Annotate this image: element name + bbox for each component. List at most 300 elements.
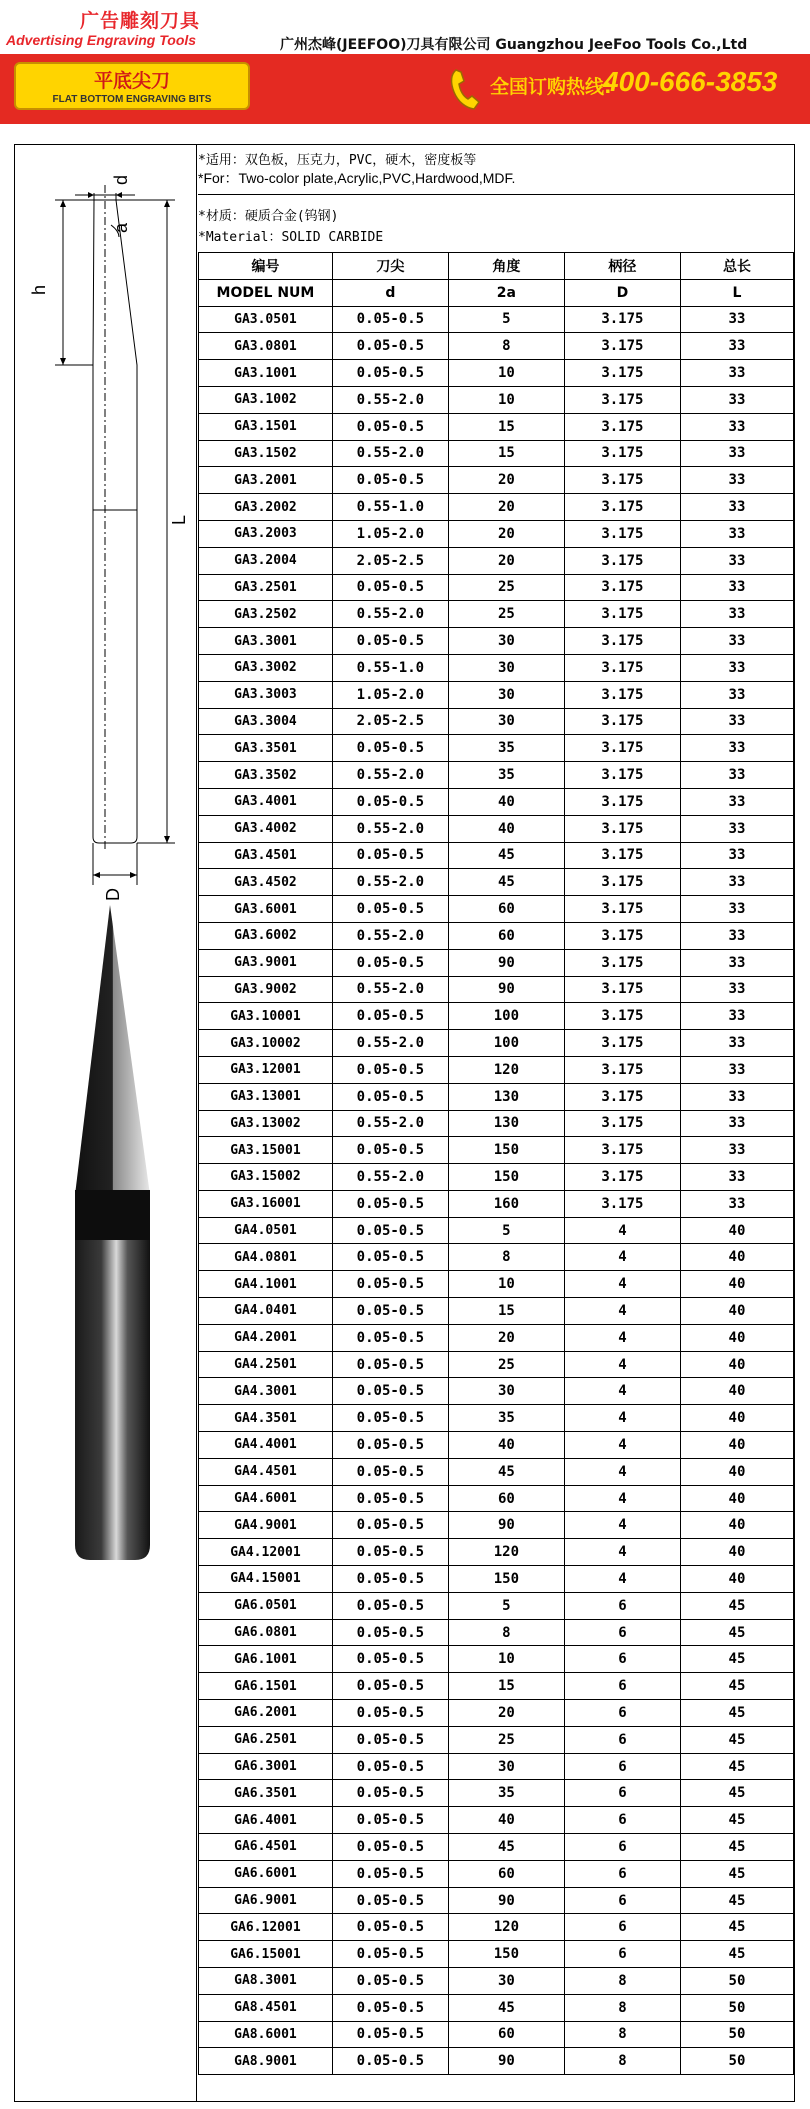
cell-length: 40	[680, 1378, 793, 1405]
cell-length: 40	[680, 1432, 793, 1459]
cell-tip: 0.05-0.5	[332, 1780, 448, 1807]
table-row	[199, 1700, 794, 1727]
table-row	[199, 842, 794, 869]
cell-tip: 0.05-0.5	[332, 1619, 448, 1646]
table-row	[199, 1539, 794, 1566]
cell-model: GA3.15002	[199, 1164, 333, 1191]
cell-length: 45	[680, 1619, 793, 1646]
table-row	[199, 762, 794, 789]
dim-label-L: L	[169, 514, 189, 525]
cell-angle: 30	[448, 1968, 564, 1995]
cell-model: GA3.6002	[199, 922, 333, 949]
cell-tip: 0.05-0.5	[332, 1566, 448, 1593]
table-row	[199, 1673, 794, 1700]
cell-angle: 5	[448, 306, 564, 333]
table-row	[199, 1056, 794, 1083]
cell-shank: 3.175	[564, 762, 680, 789]
cell-model: GA4.4501	[199, 1458, 333, 1485]
cell-angle: 15	[448, 440, 564, 467]
usage-cn: *适用：双色板，压克力，PVC，硬木，密度板等	[198, 153, 477, 168]
table-row	[199, 1834, 794, 1861]
table-row	[199, 922, 794, 949]
cell-length: 45	[680, 1834, 793, 1861]
cell-angle: 130	[448, 1110, 564, 1137]
cell-angle: 90	[448, 2048, 564, 2075]
cell-tip: 0.05-0.5	[332, 467, 448, 494]
cell-model: GA3.15001	[199, 1137, 333, 1164]
cell-shank: 4	[564, 1217, 680, 1244]
cell-tip: 0.05-0.5	[332, 1968, 448, 1995]
table-row	[199, 1271, 794, 1298]
cell-length: 40	[680, 1244, 793, 1271]
cell-angle: 60	[448, 1485, 564, 1512]
cell-length: 45	[680, 1726, 793, 1753]
cell-angle: 30	[448, 628, 564, 655]
dim-label-d: d	[111, 174, 131, 185]
cell-length: 33	[680, 333, 793, 360]
cell-model: GA6.1001	[199, 1646, 333, 1673]
cell-angle: 60	[448, 2021, 564, 2048]
side-panel	[15, 145, 197, 2101]
cell-model: GA4.2001	[199, 1324, 333, 1351]
cell-length: 33	[680, 386, 793, 413]
table-row	[199, 601, 794, 628]
material-en: *Material：SOLID CARBIDE	[198, 230, 384, 245]
cell-tip: 0.05-0.5	[332, 1432, 448, 1459]
cell-length: 33	[680, 762, 793, 789]
cell-length: 45	[680, 1887, 793, 1914]
cell-model: GA3.2002	[199, 494, 333, 521]
cell-tip: 0.55-2.0	[332, 869, 448, 896]
cell-length: 40	[680, 1566, 793, 1593]
table-row	[199, 1914, 794, 1941]
cell-tip: 0.05-0.5	[332, 2021, 448, 2048]
cell-tip: 0.05-0.5	[332, 413, 448, 440]
cell-length: 45	[680, 1780, 793, 1807]
table-row	[199, 1619, 794, 1646]
cell-shank: 8	[564, 2048, 680, 2075]
cell-shank: 3.175	[564, 467, 680, 494]
cell-shank: 3.175	[564, 628, 680, 655]
table-row	[199, 1726, 794, 1753]
cell-tip: 0.05-0.5	[332, 1405, 448, 1432]
table-row	[199, 547, 794, 574]
cell-angle: 45	[448, 869, 564, 896]
table-row	[199, 1646, 794, 1673]
cell-length: 50	[680, 2048, 793, 2075]
cell-length: 33	[680, 1056, 793, 1083]
cell-angle: 30	[448, 708, 564, 735]
cell-shank: 3.175	[564, 654, 680, 681]
cell-tip: 0.05-0.5	[332, 1056, 448, 1083]
table-row	[199, 360, 794, 387]
cell-shank: 3.175	[564, 547, 680, 574]
cell-tip: 0.05-0.5	[332, 842, 448, 869]
table-row	[199, 869, 794, 896]
cell-angle: 90	[448, 1887, 564, 1914]
cell-model: GA3.9002	[199, 976, 333, 1003]
cell-model: GA3.1502	[199, 440, 333, 467]
cell-length: 45	[680, 1807, 793, 1834]
header-length-cn: 总长	[680, 253, 793, 280]
cell-model: GA3.3003	[199, 681, 333, 708]
cell-shank: 3.175	[564, 1137, 680, 1164]
cell-model: GA8.3001	[199, 1968, 333, 1995]
cell-tip: 0.05-0.5	[332, 896, 448, 923]
cell-tip: 0.55-2.0	[332, 601, 448, 628]
cell-shank: 3.175	[564, 708, 680, 735]
cell-shank: 3.175	[564, 681, 680, 708]
cell-shank: 3.175	[564, 306, 680, 333]
cell-angle: 30	[448, 1753, 564, 1780]
cell-length: 33	[680, 842, 793, 869]
cell-tip: 0.05-0.5	[332, 788, 448, 815]
cell-length: 50	[680, 1968, 793, 1995]
cell-tip: 0.05-0.5	[332, 1673, 448, 1700]
cell-length: 45	[680, 1753, 793, 1780]
cell-length: 40	[680, 1458, 793, 1485]
cell-length: 33	[680, 306, 793, 333]
header-row-en	[199, 279, 794, 306]
cell-shank: 4	[564, 1378, 680, 1405]
material-cn: *材质：硬质合金(钨钢)	[198, 209, 339, 224]
cell-angle: 150	[448, 1941, 564, 1968]
table-row	[199, 574, 794, 601]
cell-tip: 1.05-2.0	[332, 520, 448, 547]
cell-length: 40	[680, 1324, 793, 1351]
cell-shank: 6	[564, 1646, 680, 1673]
table-row	[199, 1298, 794, 1325]
cell-model: GA3.3004	[199, 708, 333, 735]
cell-tip: 2.05-2.5	[332, 708, 448, 735]
cell-angle: 150	[448, 1566, 564, 1593]
usage-en: *For：Two-color plate,Acrylic,PVC,Hardwood,MDF.	[198, 170, 516, 186]
cell-length: 40	[680, 1298, 793, 1325]
cell-length: 33	[680, 815, 793, 842]
cell-length: 45	[680, 1646, 793, 1673]
cell-shank: 4	[564, 1512, 680, 1539]
cell-angle: 30	[448, 654, 564, 681]
table-row	[199, 1887, 794, 1914]
table-row	[199, 1941, 794, 1968]
cell-shank: 8	[564, 2021, 680, 2048]
cell-tip: 0.05-0.5	[332, 1860, 448, 1887]
cell-tip: 0.05-0.5	[332, 949, 448, 976]
cell-length: 45	[680, 1700, 793, 1727]
header-angle-cn: 角度	[448, 253, 564, 280]
cell-angle: 25	[448, 1726, 564, 1753]
cell-angle: 45	[448, 1458, 564, 1485]
cell-length: 40	[680, 1539, 793, 1566]
cell-model: GA6.3501	[199, 1780, 333, 1807]
cell-tip: 0.05-0.5	[332, 1994, 448, 2021]
cell-tip: 0.05-0.5	[332, 1512, 448, 1539]
cell-angle: 120	[448, 1056, 564, 1083]
cell-angle: 5	[448, 1592, 564, 1619]
table-row	[199, 1244, 794, 1271]
table-row	[199, 520, 794, 547]
cell-model: GA3.4502	[199, 869, 333, 896]
cell-shank: 4	[564, 1458, 680, 1485]
dim-label-h: h	[29, 284, 49, 295]
cell-model: GA4.0801	[199, 1244, 333, 1271]
brand-name-cn: 广告雕刻刀具	[80, 10, 201, 32]
table-row	[199, 1994, 794, 2021]
cell-angle: 25	[448, 1351, 564, 1378]
cell-angle: 30	[448, 1378, 564, 1405]
cell-shank: 6	[564, 1726, 680, 1753]
cell-model: GA3.9001	[199, 949, 333, 976]
cell-model: GA4.4001	[199, 1432, 333, 1459]
cell-angle: 40	[448, 815, 564, 842]
cell-shank: 6	[564, 1887, 680, 1914]
cell-tip: 0.05-0.5	[332, 1941, 448, 1968]
cell-angle: 160	[448, 1190, 564, 1217]
cell-model: GA4.12001	[199, 1539, 333, 1566]
cell-shank: 3.175	[564, 735, 680, 762]
cell-shank: 6	[564, 1914, 680, 1941]
cell-model: GA4.1001	[199, 1271, 333, 1298]
cell-shank: 4	[564, 1244, 680, 1271]
company-name: 广州杰峰(JEEFOO)刀具有限公司 Guangzhou JeeFoo Tools Co.,Ltd	[280, 37, 748, 53]
cell-shank: 3.175	[564, 976, 680, 1003]
cell-length: 33	[680, 440, 793, 467]
cell-model: GA3.0801	[199, 333, 333, 360]
cell-tip: 0.05-0.5	[332, 1458, 448, 1485]
cell-angle: 8	[448, 333, 564, 360]
cell-length: 40	[680, 1271, 793, 1298]
cell-shank: 6	[564, 1780, 680, 1807]
cell-tip: 0.05-0.5	[332, 1271, 448, 1298]
cell-shank: 4	[564, 1405, 680, 1432]
cell-shank: 3.175	[564, 842, 680, 869]
cell-angle: 25	[448, 574, 564, 601]
cell-length: 33	[680, 922, 793, 949]
table-row	[199, 1780, 794, 1807]
cell-model: GA6.0801	[199, 1619, 333, 1646]
spec-table	[198, 252, 794, 2075]
cell-angle: 8	[448, 1244, 564, 1271]
cell-length: 33	[680, 494, 793, 521]
cell-length: 33	[680, 574, 793, 601]
cell-tip: 0.55-1.0	[332, 494, 448, 521]
cell-model: GA3.2502	[199, 601, 333, 628]
cell-angle: 35	[448, 735, 564, 762]
cell-shank: 6	[564, 1860, 680, 1887]
cell-model: GA6.6001	[199, 1860, 333, 1887]
table-row	[199, 1324, 794, 1351]
cell-angle: 30	[448, 681, 564, 708]
cell-tip: 0.05-0.5	[332, 1351, 448, 1378]
hotline-number: 400-666-3853	[603, 66, 778, 97]
cell-shank: 4	[564, 1351, 680, 1378]
cell-angle: 35	[448, 762, 564, 789]
cell-angle: 100	[448, 1003, 564, 1030]
table-row	[199, 1807, 794, 1834]
header-banner	[0, 54, 810, 124]
cell-tip: 0.05-0.5	[332, 1592, 448, 1619]
cell-tip: 0.05-0.5	[332, 1485, 448, 1512]
cell-model: GA6.4501	[199, 1834, 333, 1861]
cell-angle: 45	[448, 1994, 564, 2021]
cell-length: 50	[680, 2021, 793, 2048]
cell-tip: 0.05-0.5	[332, 1726, 448, 1753]
cell-angle: 15	[448, 413, 564, 440]
cell-shank: 3.175	[564, 869, 680, 896]
cell-tip: 0.05-0.5	[332, 1324, 448, 1351]
table-row	[199, 1512, 794, 1539]
cell-model: GA6.2001	[199, 1700, 333, 1727]
header-length-en: L	[680, 279, 793, 306]
cell-angle: 60	[448, 896, 564, 923]
cell-angle: 20	[448, 467, 564, 494]
cell-angle: 100	[448, 1030, 564, 1057]
cell-shank: 3.175	[564, 1190, 680, 1217]
cell-length: 33	[680, 1003, 793, 1030]
table-row	[199, 654, 794, 681]
cell-shank: 4	[564, 1298, 680, 1325]
cell-tip: 0.55-2.0	[332, 440, 448, 467]
cell-tip: 0.55-1.0	[332, 654, 448, 681]
cell-length: 33	[680, 1190, 793, 1217]
cell-angle: 45	[448, 842, 564, 869]
cell-shank: 3.175	[564, 440, 680, 467]
cell-length: 33	[680, 1030, 793, 1057]
cell-shank: 4	[564, 1271, 680, 1298]
cell-tip: 0.05-0.5	[332, 333, 448, 360]
cell-angle: 35	[448, 1405, 564, 1432]
cell-length: 33	[680, 628, 793, 655]
cell-model: GA3.2001	[199, 467, 333, 494]
table-row	[199, 949, 794, 976]
table-row	[199, 413, 794, 440]
cell-angle: 60	[448, 922, 564, 949]
cell-model: GA8.4501	[199, 1994, 333, 2021]
cell-length: 40	[680, 1351, 793, 1378]
table-row	[199, 681, 794, 708]
cell-shank: 3.175	[564, 520, 680, 547]
cell-tip: 0.55-2.0	[332, 1164, 448, 1191]
table-row	[199, 976, 794, 1003]
cell-model: GA3.3501	[199, 735, 333, 762]
cell-angle: 35	[448, 1780, 564, 1807]
cell-shank: 6	[564, 1753, 680, 1780]
cell-tip: 0.05-0.5	[332, 360, 448, 387]
cell-length: 50	[680, 1994, 793, 2021]
table-row	[199, 1030, 794, 1057]
cell-model: GA6.15001	[199, 1941, 333, 1968]
cell-shank: 4	[564, 1485, 680, 1512]
header-model-cn: 编号	[199, 253, 333, 280]
cell-shank: 3.175	[564, 1083, 680, 1110]
table-row	[199, 815, 794, 842]
header-row-cn	[199, 253, 794, 280]
cell-model: GA4.6001	[199, 1485, 333, 1512]
cell-shank: 3.175	[564, 494, 680, 521]
cell-angle: 150	[448, 1164, 564, 1191]
table-row	[199, 1137, 794, 1164]
cell-angle: 90	[448, 949, 564, 976]
cell-shank: 3.175	[564, 788, 680, 815]
table-row	[199, 1432, 794, 1459]
cell-tip: 0.05-0.5	[332, 1003, 448, 1030]
cell-model: GA3.3002	[199, 654, 333, 681]
cell-shank: 4	[564, 1324, 680, 1351]
hotline-label: 全国订购热线:	[490, 76, 612, 98]
table-row	[199, 467, 794, 494]
cell-model: GA3.10001	[199, 1003, 333, 1030]
cell-shank: 4	[564, 1566, 680, 1593]
table-row	[199, 1083, 794, 1110]
cell-tip: 0.05-0.5	[332, 1834, 448, 1861]
phone-icon	[448, 66, 486, 112]
header-model-en: MODEL NUM	[199, 279, 333, 306]
cell-tip: 0.55-2.0	[332, 762, 448, 789]
cell-model: GA8.6001	[199, 2021, 333, 2048]
cell-length: 45	[680, 1914, 793, 1941]
cell-tip: 0.05-0.5	[332, 306, 448, 333]
cell-model: GA3.10002	[199, 1030, 333, 1057]
table-row	[199, 386, 794, 413]
cell-tip: 0.05-0.5	[332, 1646, 448, 1673]
cell-tip: 0.55-2.0	[332, 976, 448, 1003]
cell-length: 40	[680, 1485, 793, 1512]
cell-model: GA6.1501	[199, 1673, 333, 1700]
cell-model: GA8.9001	[199, 2048, 333, 2075]
cell-shank: 3.175	[564, 1164, 680, 1191]
cell-length: 33	[680, 869, 793, 896]
cell-angle: 20	[448, 520, 564, 547]
cell-length: 33	[680, 949, 793, 976]
cell-shank: 6	[564, 1807, 680, 1834]
table-row	[199, 2021, 794, 2048]
cell-tip: 0.05-0.5	[332, 1244, 448, 1271]
cell-length: 33	[680, 601, 793, 628]
cell-shank: 3.175	[564, 1056, 680, 1083]
cell-model: GA3.13002	[199, 1110, 333, 1137]
cell-length: 33	[680, 360, 793, 387]
cell-model: GA4.9001	[199, 1512, 333, 1539]
cell-shank: 3.175	[564, 601, 680, 628]
header-angle-en: 2a	[448, 279, 564, 306]
cell-length: 45	[680, 1860, 793, 1887]
cell-length: 33	[680, 708, 793, 735]
cell-tip: 0.05-0.5	[332, 1887, 448, 1914]
header-shank-en: D	[564, 279, 680, 306]
cell-angle: 40	[448, 1807, 564, 1834]
tool-photo	[55, 905, 165, 1565]
table-row	[199, 1110, 794, 1137]
cell-length: 45	[680, 1941, 793, 1968]
cell-shank: 3.175	[564, 413, 680, 440]
cell-tip: 1.05-2.0	[332, 681, 448, 708]
cell-angle: 90	[448, 1512, 564, 1539]
cell-shank: 6	[564, 1592, 680, 1619]
cell-tip: 0.05-0.5	[332, 1298, 448, 1325]
cell-angle: 130	[448, 1083, 564, 1110]
cell-length: 33	[680, 520, 793, 547]
cell-model: GA3.4501	[199, 842, 333, 869]
cell-tip: 0.05-0.5	[332, 1190, 448, 1217]
cell-shank: 6	[564, 1834, 680, 1861]
cell-tip: 0.55-2.0	[332, 1030, 448, 1057]
cell-shank: 6	[564, 1619, 680, 1646]
table-row	[199, 735, 794, 762]
cell-shank: 3.175	[564, 386, 680, 413]
cell-angle: 10	[448, 1271, 564, 1298]
cell-angle: 20	[448, 547, 564, 574]
cell-model: GA3.4002	[199, 815, 333, 842]
